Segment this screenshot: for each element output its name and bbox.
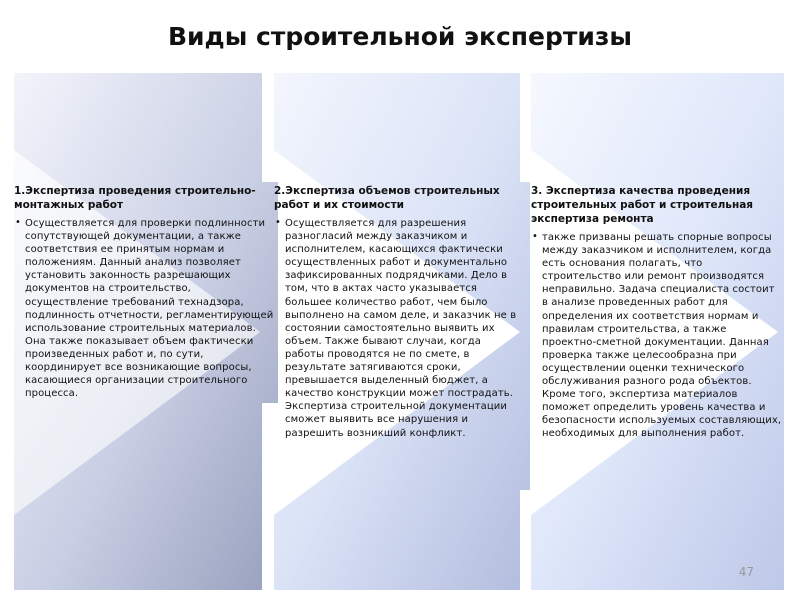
slide-title: Виды строительной экспертизы [167,22,633,51]
bullet-icon: • [532,231,538,242]
bullet-icon: • [275,217,281,228]
column-3-text: также призваны решать спорные вопросы между заказчиком и исполнителем, когда есть основания полагать, что строительство или ремонт производятся неправильно. Задача специалиста состоит в анализе проведенных работ для определения их соответствия нормам и правилам строительства, а также проектно-сметной документации. Данная проверка также целесообразна при осуществлении оценки технического обслуживания разного рода объектов. Кроме того, экспертиза материалов поможет определить уровень качества и безопасности используемых составляющих, необходимых для выполнения работ. [542,232,782,440]
column-2-heading: 2.Экспертиза объемов строительных работ и их стоимости [274,185,500,211]
column-1-heading: 1.Экспертиза проведения строительно-монтажных работ [14,185,256,211]
bullet-icon: • [15,217,21,228]
page-number: 47 [738,565,754,579]
column-1-text: Осуществляется для проверки подлинности сопутствующей документации, а также соответствия ее принятым нормам и положениям. Данный анализ позволяет установить законность разрешающих документов на строительство, осуществление требований технадзора, подлинность отчетности, регламентирующей использование строительных материалов. Она также показывает объем фактически произведенных работ и, по сути, координирует все возникающие вопросы, касающиеся организации строительного процесса. [25,218,274,400]
column-2-text: Осуществляется для разрешения разногласий между заказчиком и исполнителем, касающихся фактически осуществленных работ и документально зафиксированных подрядчиками. Дело в том, что в актах часто указывается большее количество работ, чем было выполнено на самом деле, и заказчик не в состоянии самостоятельно выявить их объем. Также бывают случаи, когда работы проводятся не по смете, в результате затягиваются сроки, превышается выделенный бюджет, а качество конструкции может пострадать. Экспертиза строительной документации сможет выявить все нарушения и разрешить возникший конфликт. [285,218,517,439]
column-1-body [14,217,276,400]
column-3-heading: 3. Экспертиза качества проведения строительных работ и строительная экспертиза ремонта [531,185,754,225]
column-3-body [531,231,783,441]
column-1 [14,184,276,400]
column-2 [274,184,522,440]
column-3 [531,184,783,441]
column-2-body [274,217,522,440]
